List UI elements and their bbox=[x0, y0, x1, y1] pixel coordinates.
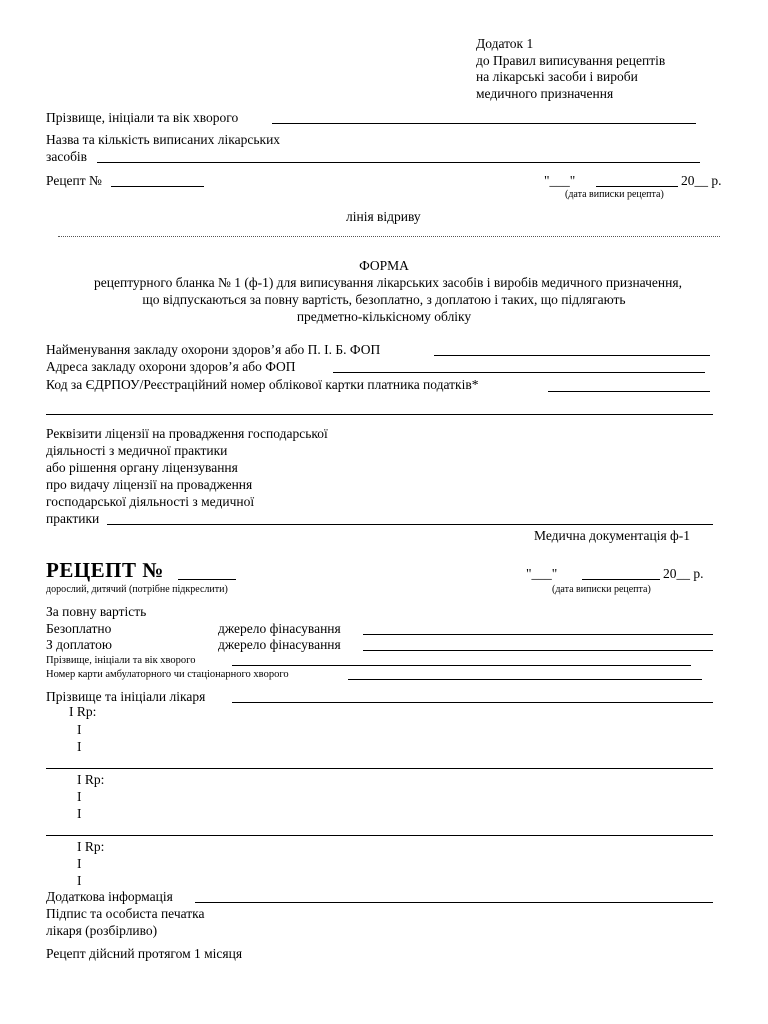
stub-drugs-label-1: Назва та кількість виписаних лікарських bbox=[46, 132, 281, 147]
rp-3: I Rp: bbox=[77, 839, 105, 854]
license-line-1: Реквізити ліцензії на провадження господарської bbox=[46, 426, 328, 441]
recipe-date-caption: (дата виписки рецепта) bbox=[552, 584, 651, 595]
rp-2-i-2: I bbox=[77, 806, 82, 821]
stub-date-line bbox=[596, 186, 678, 187]
full-price-label: За повну вартість bbox=[46, 604, 147, 619]
appendix-line-1: Додаток 1 bbox=[476, 36, 534, 51]
appendix-line-3: на лікарські засоби і вироби bbox=[476, 69, 638, 84]
card-small-line bbox=[348, 679, 702, 680]
copay-label: З доплатою bbox=[46, 637, 112, 652]
rp-3-i-1: I bbox=[77, 856, 82, 871]
free-label: Безоплатно bbox=[46, 621, 112, 636]
rp-2-i-1: I bbox=[77, 789, 82, 804]
stub-recipe-no-label: Рецепт № bbox=[46, 173, 102, 188]
license-line-4: про видачу ліцензії на провадження bbox=[46, 477, 253, 492]
stub-patient-label: Прізвище, ініціали та вік хворого bbox=[46, 110, 239, 125]
stub-patient-line bbox=[272, 123, 696, 124]
institution-name-line bbox=[434, 355, 710, 356]
rp-1-i-2: I bbox=[77, 739, 82, 754]
license-line-5: господарської діяльності з медичної bbox=[46, 494, 255, 509]
appendix-line-2: до Правил виписування рецептів bbox=[476, 53, 666, 68]
stub-date-caption: (дата виписки рецепта) bbox=[565, 189, 664, 200]
institution-code-label: Код за ЄДРПОУ/Реєстраційний номер облікової картки платника податків* bbox=[46, 377, 479, 392]
form-title: ФОРМА bbox=[359, 258, 409, 273]
funding-line-2 bbox=[363, 650, 713, 651]
license-line bbox=[107, 524, 713, 525]
signature-label-2: лікаря (розбірливо) bbox=[46, 923, 158, 938]
stub-date-year: 20__ р. bbox=[681, 173, 722, 188]
institution-name-label: Найменування закладу охорони здоров’я або П. І. Б. ФОП bbox=[46, 342, 381, 357]
institution-code-line bbox=[548, 391, 710, 392]
license-line-6: практики bbox=[46, 511, 100, 526]
recipe-date-quote: "___" bbox=[526, 566, 558, 581]
stub-date-quote: "___" bbox=[544, 173, 576, 188]
funding-label-1: джерело фінасування bbox=[218, 621, 341, 636]
institution-extra-line bbox=[46, 414, 713, 415]
recipe-date-year: 20__ р. bbox=[663, 566, 704, 581]
license-line-3: або рішення органу ліцензування bbox=[46, 460, 238, 475]
medical-doc-label: Медична документація ф-1 bbox=[534, 528, 691, 543]
rp-3-i-2: I bbox=[77, 873, 82, 888]
funding-line-1 bbox=[363, 634, 713, 635]
recipe-who: дорослий, дитячий (потрібне підкреслити) bbox=[46, 584, 228, 595]
stub-recipe-no-line bbox=[111, 186, 204, 187]
signature-label-1: Підпис та особиста печатка bbox=[46, 906, 205, 921]
form-desc-3: предметно-кількісному обліку bbox=[296, 309, 472, 324]
patient-small-line bbox=[232, 665, 691, 666]
form-desc-2: що відпускаються за повну вартість, безоплатно, з доплатою і таких, що підлягають bbox=[142, 292, 626, 307]
appendix-line-4: медичного призначення bbox=[476, 86, 614, 101]
extra-info-label: Додаткова інформація bbox=[46, 889, 173, 904]
institution-address-label: Адреса закладу охорони здоров’я або ФОП bbox=[46, 359, 296, 374]
rp-2: I Rp: bbox=[77, 772, 105, 787]
extra-info-line bbox=[195, 902, 713, 903]
recipe-no-line bbox=[178, 579, 236, 580]
form-desc-1: рецептурного бланка № 1 (ф-1) для виписування лікарських засобів і виробів медичного призначення, bbox=[94, 275, 682, 290]
rp-1: I Rp: bbox=[69, 704, 97, 719]
institution-address-line bbox=[333, 372, 705, 373]
recipe-title: РЕЦЕПТ № bbox=[46, 558, 164, 582]
doctor-line bbox=[232, 702, 713, 703]
stub-drugs-label-2: засобів bbox=[46, 149, 88, 164]
tear-line bbox=[58, 236, 720, 237]
license-line-2: діяльності з медичної практики bbox=[46, 443, 228, 458]
rp-2-separator bbox=[46, 835, 713, 836]
funding-label-2: джерело фінасування bbox=[218, 637, 341, 652]
card-small-label: Номер карти амбулаторного чи стаціонарного хворого bbox=[46, 669, 289, 680]
stub-drugs-line bbox=[97, 162, 700, 163]
patient-small-label: Прізвище, ініціали та вік хворого bbox=[46, 655, 196, 666]
tear-line-label: лінія відриву bbox=[346, 209, 421, 224]
doctor-label: Прізвище та ініціали лікаря bbox=[46, 689, 206, 704]
rp-1-separator bbox=[46, 768, 713, 769]
rp-1-i-1: I bbox=[77, 722, 82, 737]
recipe-date-line bbox=[582, 579, 660, 580]
validity-label: Рецепт дійсний протягом 1 місяця bbox=[46, 946, 243, 961]
